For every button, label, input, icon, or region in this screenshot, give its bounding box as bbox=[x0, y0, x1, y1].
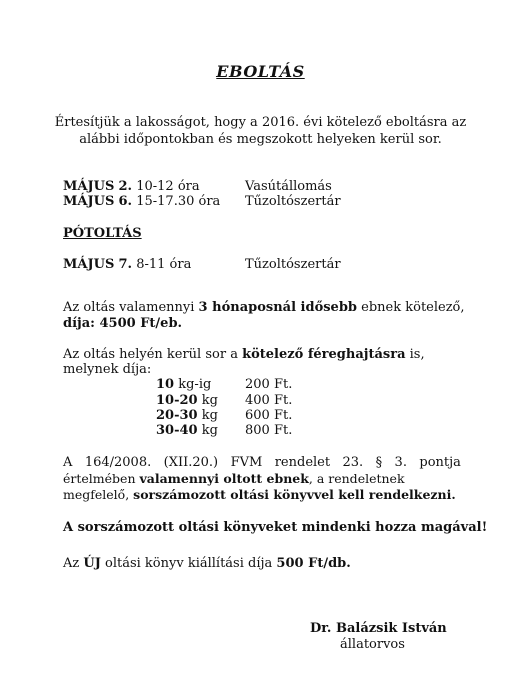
regulation-text: megfelelő, bbox=[63, 487, 134, 502]
makeup-heading: PÓTOLTÁS bbox=[63, 226, 142, 241]
weight-unit: kg-ig bbox=[174, 377, 212, 392]
weight-value: 10-20 bbox=[156, 393, 198, 408]
deworming-text: Az oltás helyén kerül sor a bbox=[63, 347, 243, 362]
vaccination-price: díja: 4500 Ft/eb. bbox=[63, 316, 183, 331]
regulation-emphasis: sorszámozott oltási könyvvel kell rendelkezni. bbox=[133, 487, 456, 502]
regulation-word: FVM bbox=[230, 455, 263, 470]
regulation-emphasis: valamennyi oltott ebnek bbox=[139, 471, 309, 486]
deworming-price-3: 600 Ft. bbox=[245, 408, 293, 423]
new-book-price: 500 Ft/db. bbox=[276, 556, 351, 571]
regulation-word: pontja bbox=[419, 455, 461, 470]
bring-books-notice: A sorszámozott oltási könyveket mindenki hozza magával! bbox=[63, 520, 488, 535]
deworming-text-end: is, bbox=[405, 347, 425, 362]
schedule-day: 2. bbox=[118, 179, 133, 194]
regulation-word: § bbox=[375, 455, 383, 470]
regulation-word: 3. bbox=[394, 455, 407, 470]
new-book-emphasis: ÚJ bbox=[83, 556, 101, 571]
makeup-place: Tűzoltószertár bbox=[245, 257, 341, 272]
vaccination-text-end: ebnek kötelező, bbox=[357, 300, 465, 315]
deworming-price-2: 400 Ft. bbox=[245, 393, 293, 408]
vaccination-text: Az oltás valamennyi bbox=[63, 300, 199, 315]
deworming-row-1 bbox=[156, 376, 211, 393]
new-book-text: oltási könyv kiállítási díja bbox=[100, 556, 277, 571]
regulation-word: 23. bbox=[342, 455, 364, 470]
deworming-row-4 bbox=[156, 422, 218, 439]
deworming-line-2: melynek díja: bbox=[63, 362, 152, 377]
intro-line-1: Értesítjük a lakosságot, hogy a 2016. évi kötelező eboltásra az bbox=[54, 115, 467, 130]
intro-line-2: alábbi időpontokban és megszokott helyeken kerül sor. bbox=[79, 132, 442, 147]
regulation-word: (XII.20.) bbox=[163, 455, 219, 470]
weight-unit: kg bbox=[197, 408, 218, 423]
makeup-day: 7. bbox=[118, 257, 133, 272]
weight-value: 10 bbox=[156, 377, 175, 392]
weight-value: 20-30 bbox=[156, 408, 198, 423]
schedule-day: 6. bbox=[118, 194, 133, 209]
makeup-row bbox=[63, 256, 191, 273]
schedule-place-2: Tűzoltószertár bbox=[245, 194, 341, 209]
makeup-time: 8-11 óra bbox=[136, 257, 192, 272]
deworming-emphasis: kötelező féreghajtásra bbox=[242, 347, 406, 362]
signature-role: állatorvos bbox=[340, 637, 405, 652]
regulation-line-2 bbox=[63, 470, 405, 487]
regulation-word: 164/2008. bbox=[84, 455, 152, 470]
weight-value: 30-40 bbox=[156, 423, 198, 438]
weight-unit: kg bbox=[197, 423, 218, 438]
regulation-line-3 bbox=[63, 486, 456, 503]
new-book-text: Az bbox=[63, 556, 84, 571]
signature-name: Dr. Balázsik István bbox=[310, 621, 447, 636]
vaccination-line bbox=[63, 299, 465, 316]
schedule-row-2 bbox=[63, 193, 220, 210]
deworming-price-1: 200 Ft. bbox=[245, 377, 293, 392]
vaccination-age: 3 hónaposnál idősebb bbox=[198, 300, 358, 315]
regulation-word: rendelet bbox=[274, 455, 331, 470]
schedule-place-1: Vasútállomás bbox=[245, 179, 332, 194]
weight-unit: kg bbox=[197, 393, 218, 408]
regulation-text: értelmében bbox=[63, 471, 140, 486]
page-title: EBOLTÁS bbox=[216, 62, 305, 81]
schedule-time: 10-12 óra bbox=[136, 179, 200, 194]
schedule-month: MÁJUS bbox=[63, 179, 115, 194]
regulation-word: A bbox=[63, 455, 73, 470]
regulation-line-1 bbox=[63, 454, 461, 471]
new-book-line bbox=[63, 555, 351, 572]
schedule-time: 15-17.30 óra bbox=[136, 194, 221, 209]
regulation-text-end: , a rendeletnek bbox=[308, 471, 405, 486]
schedule-month: MÁJUS bbox=[63, 194, 115, 209]
deworming-price-4: 800 Ft. bbox=[245, 423, 293, 438]
makeup-month: MÁJUS bbox=[63, 257, 115, 272]
